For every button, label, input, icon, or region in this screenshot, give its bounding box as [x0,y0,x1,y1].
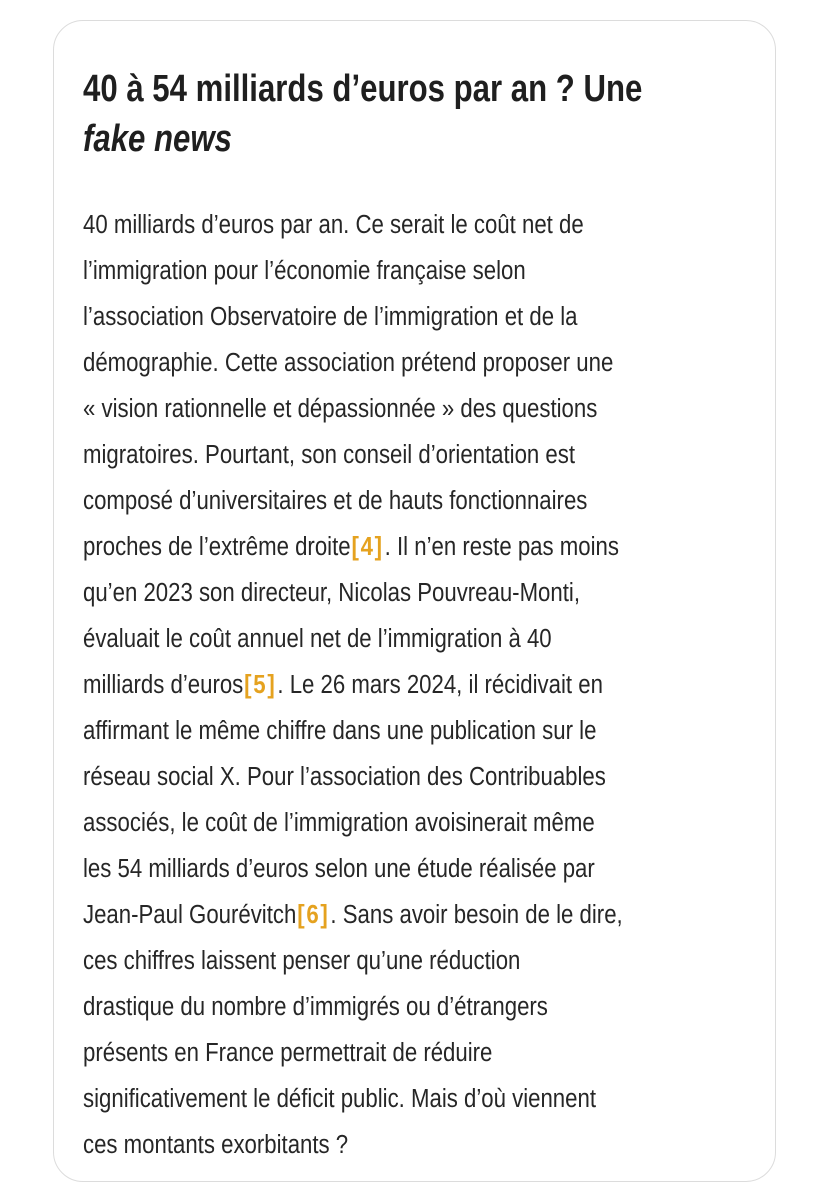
paragraph-line: ces chiffres laissent penser qu’une réduction [83,947,521,975]
paragraph-line: drastique du nombre d’immigrés ou d’étrangers [83,993,548,1021]
paragraph-line: qu’en 2023 son directeur, Nicolas Pouvreau-Monti, [83,579,580,607]
paragraph-text: Jean-Paul Gourévitch [83,901,297,929]
title-line-1: 40 à 54 milliards d’euros par an ? Une [83,68,643,110]
footnote-reference-6[interactable]: [6] [297,901,330,929]
paragraph-line: l’immigration pour l’économie française selon [83,257,526,285]
paragraph-line: présents en France permettrait de réduire [83,1039,493,1067]
article-title [83,64,643,164]
paragraph-line [83,892,623,938]
paragraph-line: affirmant le même chiffre dans une publication sur le [83,717,597,745]
paragraph-line: significativement le déficit public. Mais d’où viennent [83,1085,596,1113]
paragraph-line: « vision rationnelle et dépassionnée » des questions [83,395,598,423]
paragraph-line: réseau social X. Pour l’association des Contribuables [83,763,606,791]
title-line-2-italic: fake news [83,118,232,160]
paragraph-text: milliards d’euros [83,671,244,699]
paragraph-line: les 54 milliards d’euros selon une étude réalisée par [83,855,595,883]
paragraph-line [83,662,623,708]
paragraph-line: l’association Observatoire de l’immigration et de la [83,303,578,331]
paragraph-text: . Le 26 mars 2024, il récidivait en [277,671,603,699]
paragraph-line: 40 milliards d’euros par an. Ce serait le coût net de [83,211,584,239]
paragraph-text: . Il n’en reste pas moins [384,533,619,561]
footnote-reference-5[interactable]: [5] [244,671,277,699]
article-paragraph [83,202,623,1168]
footnote-reference-4[interactable]: [4] [351,533,384,561]
paragraph-line: migratoires. Pourtant, son conseil d’orientation est [83,441,576,469]
paragraph-line: ces montants exorbitants ? [83,1131,349,1159]
paragraph-text: . Sans avoir besoin de le dire, [330,901,623,929]
paragraph-line: démographie. Cette association prétend proposer une [83,349,614,377]
paragraph-line [83,524,623,570]
paragraph-line: composé d’universitaires et de hauts fonctionnaires [83,487,588,515]
paragraph-line: évaluait le coût annuel net de l’immigration à 40 [83,625,552,653]
paragraph-line: associés, le coût de l’immigration avoisinerait même [83,809,595,837]
paragraph-text: proches de l’extrême droite [83,533,351,561]
